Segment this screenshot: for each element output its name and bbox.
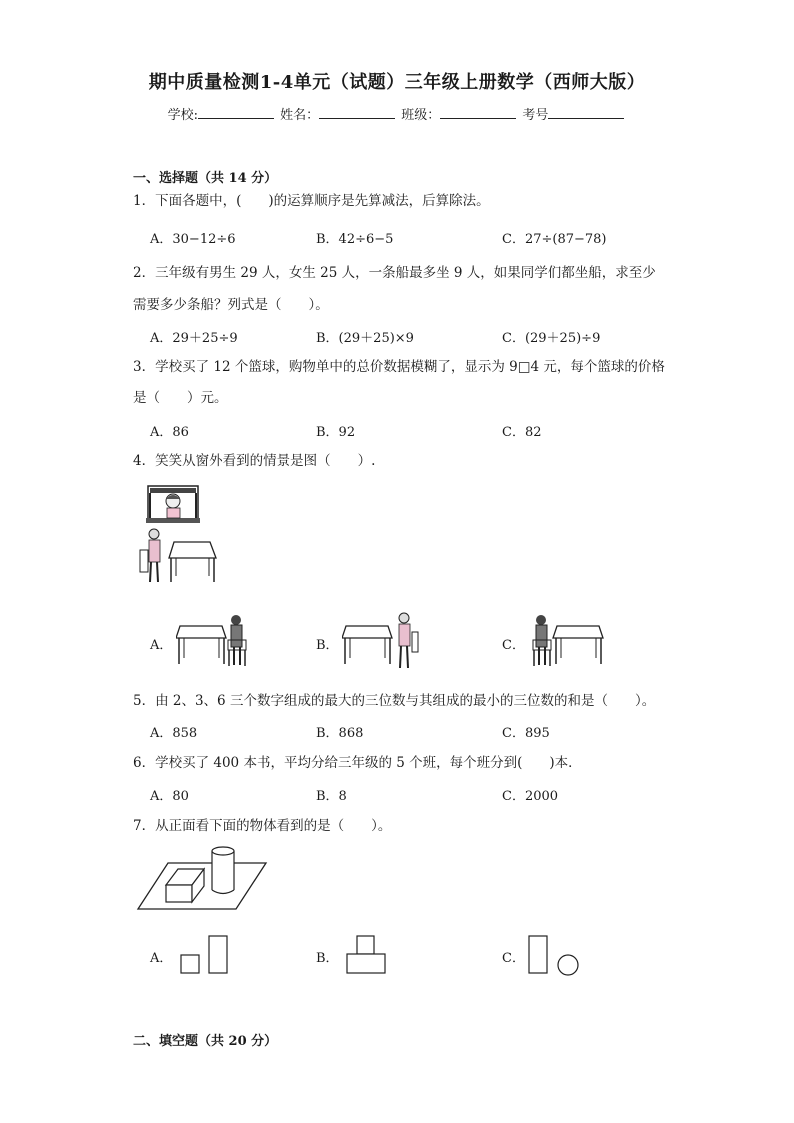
question-2: 2．三年级有男生 29 人，女生 25 人，一条船最多坐 9 人，如果同学们都坐船，求至少 [133, 265, 656, 281]
number-blank[interactable] [548, 106, 624, 119]
name-label: 姓名： [280, 108, 320, 123]
option-a[interactable]: A．858 [150, 726, 198, 741]
question-7: 7．从正面看下面的物体看到的是（ ）。 [133, 818, 392, 834]
section-heading-choice: 一、选择题（共 14 分） [133, 171, 278, 186]
student-info-line [0, 104, 794, 123]
question-4: 4．笑笑从窗外看到的情景是图（ ）. [133, 453, 376, 469]
option-c[interactable]: C．82 [502, 425, 542, 440]
option-b-figure[interactable] [344, 933, 390, 977]
option-c[interactable]: C．27÷(87−78) [502, 232, 607, 247]
question-1: 1．下面各题中，( )的运算顺序是先算减法，后算除法。 [133, 193, 490, 209]
option-c[interactable]: C．895 [502, 726, 550, 741]
school-label: 学校: [167, 108, 198, 123]
class-label: 班级： [401, 108, 441, 123]
question-6: 6．学校买了 400 本书，平均分给三年级的 5 个班，每个班分到( )本． [133, 755, 582, 771]
solids-figure [136, 845, 270, 915]
class-blank[interactable] [440, 106, 516, 119]
option-a-figure[interactable] [178, 933, 232, 977]
question-2-cont: 需要多少条船？列式是（ ）。 [133, 297, 329, 313]
option-b[interactable]: B．8 [316, 789, 347, 804]
page-title: 期中质量检测1-4单元（试题）三年级上册数学（西师大版） [148, 72, 646, 93]
question-3-options [150, 421, 670, 441]
option-a[interactable]: A．86 [150, 425, 189, 440]
option-c[interactable]: C． [502, 638, 525, 653]
question-5-options [150, 722, 670, 742]
question-5: 5．由 2、3、6 三个数字组成的最大的三位数与其组成的最小的三位数的和是（ ）。 [133, 693, 656, 709]
question-6-options [150, 785, 670, 805]
name-blank[interactable] [319, 106, 395, 119]
option-b[interactable]: B． [316, 638, 339, 653]
option-a[interactable]: A．30−12÷6 [150, 232, 236, 247]
option-c[interactable]: C．2000 [502, 789, 559, 804]
number-label: 考号 [522, 108, 549, 123]
option-b[interactable]: B．(29＋25)×9 [316, 331, 414, 346]
question-3: 3．学校买了 12 个篮球，购物单中的总价数据模糊了，显示为 9□4 元，每个篮球的价格 [133, 359, 665, 375]
question-3-cont: 是（ ）元。 [133, 390, 228, 406]
question-1-options [150, 228, 670, 248]
option-c[interactable]: C．(29＋25)÷9 [502, 331, 601, 346]
option-c-figure[interactable] [527, 610, 605, 670]
option-b[interactable]: B．92 [316, 425, 356, 440]
section-heading-fill: 二、填空题（共 20 分） [133, 1034, 278, 1049]
option-b[interactable]: B．868 [316, 726, 364, 741]
option-a[interactable]: A．29＋25÷9 [150, 331, 238, 346]
option-c[interactable]: C． [502, 951, 525, 966]
option-b-figure[interactable] [342, 610, 420, 672]
option-b[interactable]: B． [316, 951, 339, 966]
option-c-figure[interactable] [526, 933, 582, 977]
option-b[interactable]: B．42÷6−5 [316, 232, 394, 247]
option-a[interactable]: A．80 [150, 789, 189, 804]
question-2-options [150, 327, 670, 347]
school-blank[interactable] [198, 106, 274, 119]
option-a-figure[interactable] [176, 610, 254, 670]
window-scene-figure [136, 484, 226, 592]
option-a[interactable]: A． [150, 951, 173, 966]
option-a[interactable]: A． [150, 638, 173, 653]
